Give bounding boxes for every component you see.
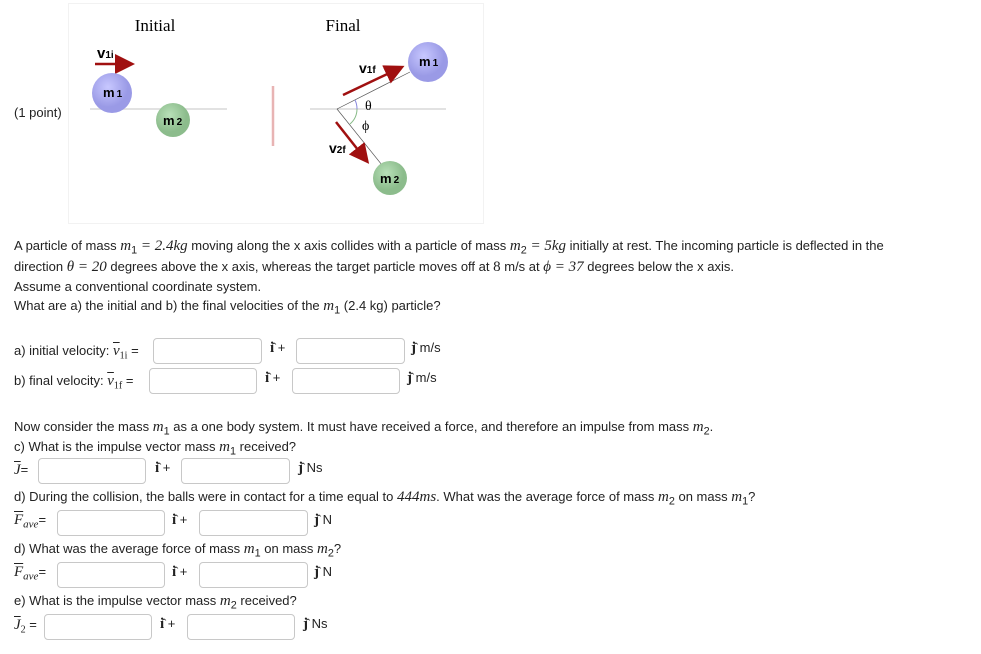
text: What are a) the initial and b) the final velocities of the	[14, 298, 324, 313]
sub: 1	[334, 304, 341, 317]
i-hat: i	[270, 340, 275, 356]
sub: 1	[254, 547, 261, 560]
text: ?	[333, 541, 342, 556]
problem-line-4	[14, 298, 441, 317]
force-on-m1-j-input[interactable]	[199, 510, 308, 536]
m1-symbol: m	[243, 541, 255, 557]
sub: ave	[23, 518, 39, 531]
i-hat: i	[155, 460, 160, 476]
J: $\overline{J}$	[14, 462, 21, 478]
impulse-j2-symbol	[14, 617, 37, 636]
question-c-label	[14, 439, 296, 458]
theta-value: θ = 20	[66, 259, 107, 275]
sub: 2	[520, 244, 527, 257]
F: $\overline{F}$	[14, 512, 24, 528]
m1-symbol: m	[219, 439, 231, 455]
phi-value: ϕ = 37	[543, 259, 584, 275]
text: . What was the average force of mass	[436, 489, 658, 504]
force-ave-symbol-2	[14, 564, 46, 583]
i-hat: i	[172, 512, 177, 528]
j-hat: j	[303, 616, 308, 632]
question-a-label	[14, 343, 139, 362]
text: m/s at	[500, 259, 544, 274]
question-d-label	[14, 489, 755, 508]
impulse-m2-i-input[interactable]	[44, 614, 152, 640]
text: a) initial velocity:	[14, 343, 113, 358]
text: Now consider the mass	[14, 419, 153, 434]
text: on mass	[674, 489, 732, 504]
i-hat: i	[160, 616, 165, 632]
m1-symbol: m	[323, 298, 335, 314]
i-hat: i	[172, 564, 177, 580]
plus: +	[167, 616, 176, 631]
sub: 1	[230, 445, 237, 458]
sub: 2	[230, 599, 237, 612]
m1-value: = 2.4kg	[137, 238, 188, 254]
impulse-m1-i-input[interactable]	[38, 458, 146, 484]
plus: +	[277, 340, 286, 355]
initial-title: Initial	[134, 16, 176, 35]
text: as a one body system. It must have received a force, and therefore an impulse from mass	[169, 419, 693, 434]
sub: ave	[23, 570, 39, 583]
text: initially at rest. The incoming particle is deflected in the	[566, 238, 884, 253]
unit-ms: m/s	[415, 370, 437, 385]
m2-symbol: m	[219, 593, 231, 609]
v1i-label: v1i	[97, 45, 114, 62]
phi-label: ϕ	[362, 119, 370, 134]
problem-line-2	[14, 259, 734, 276]
m2-value: = 5kg	[526, 238, 567, 254]
text: received?	[236, 439, 297, 454]
unit-ns: Ns	[311, 616, 328, 631]
text: e) What is the impulse vector mass	[14, 593, 220, 608]
equals: =	[38, 564, 47, 579]
m1-symbol: m	[120, 238, 132, 254]
text: degrees below the x axis.	[583, 259, 734, 274]
sub: 1i	[119, 350, 128, 362]
problem-line-3: Assume a conventional coordinate system.	[14, 279, 262, 294]
unit-n: N	[322, 512, 333, 527]
phi-arc	[350, 109, 357, 124]
j-hat: j	[411, 340, 416, 356]
text: moving along the x axis collides with a particle of mass	[187, 238, 510, 253]
sub: 1	[163, 425, 170, 438]
question-b-label	[14, 373, 133, 392]
m2-final-label: m 2	[380, 171, 400, 186]
unit-n: N	[322, 564, 333, 579]
theta-arc	[355, 100, 357, 109]
plus: +	[272, 370, 281, 385]
force-on-m2-i-input[interactable]	[57, 562, 165, 588]
text: received?	[236, 593, 297, 608]
problem-line-1	[14, 238, 884, 257]
j-hat: j	[407, 370, 412, 386]
text: b) final velocity:	[14, 373, 108, 388]
equals: =	[125, 373, 134, 388]
force-on-m2-j-input[interactable]	[199, 562, 308, 588]
m2-path	[337, 109, 382, 165]
sub: 2	[20, 624, 26, 636]
m2-symbol: m	[692, 419, 704, 435]
equals: =	[20, 462, 29, 477]
text: direction	[14, 259, 67, 274]
v-vector: $\overline{v}$	[112, 343, 120, 359]
plus: +	[179, 512, 188, 527]
v-vector: $\overline{v}$	[107, 373, 114, 389]
m2-symbol: m	[317, 541, 328, 557]
force-on-m1-i-input[interactable]	[57, 510, 165, 536]
time-value: 444ms	[396, 489, 437, 505]
sub: 2	[668, 495, 675, 508]
unit-ns: Ns	[306, 460, 323, 475]
text: c) What is the impulse vector mass	[14, 439, 220, 454]
j-hat: j	[314, 564, 319, 580]
text: degrees above the x axis, whereas the target particle moves off at	[106, 259, 494, 274]
theta-label: θ	[365, 99, 372, 114]
final-title: Final	[325, 16, 361, 35]
final-velocity-i-input[interactable]	[149, 368, 257, 394]
plus: +	[179, 564, 188, 579]
points-label: (1 point)	[14, 105, 62, 120]
equals: =	[38, 512, 47, 527]
question-d2-label	[14, 541, 341, 560]
final-velocity-j-input[interactable]	[292, 368, 400, 394]
force-ave-symbol	[14, 512, 46, 531]
sub: 2	[703, 425, 710, 438]
impulse-j-symbol	[14, 462, 28, 479]
m1-symbol: m	[731, 489, 743, 505]
initial-velocity-j-input[interactable]	[296, 338, 405, 364]
plus: +	[162, 460, 171, 475]
question-e-label	[14, 593, 297, 612]
impulse-m2-j-input[interactable]	[187, 614, 295, 640]
text: on mass	[260, 541, 318, 556]
text: d) During the collision, the balls were in contact for a time equal to	[14, 489, 397, 504]
i-hat: i	[265, 370, 270, 386]
j-hat: j	[298, 460, 303, 476]
now-consider-text	[14, 419, 713, 438]
v2f-label: v2f	[329, 140, 346, 156]
problem-page: (1 point) Initial Final v1i m 1 m 2 v1f v2f θ ϕ m 1 m 2 A particle of mass $m_1 = 2.4kg$ moving along the x axis collides with a particle of mass $m_2 = 5kg$ initially at rest. The incoming particle is deflected in the direction θ = 20 degrees above the x axis, whereas the target particle moves off at 8 m/s at ϕ = 37 degrees below the x axis. Assume a conventional coordinate system. What are a) the initial and b) the final velocities of the $m_1$ (2.4 kg) particle? a) initial velocity: $\overline{v}_{1i}$ = î + ĵ m/s b) final velocity: $\overline{v}_{1f}$ = î + ĵ m/s Now consider the mass $m_1$ as a one body system. It must have received a force, and therefore an impulse from mass $m_2$. c) What is the impulse vector mass $m_1$ received? $\overline{J}=$ î + ĵ Ns d) During the collision, the balls were in contact for a time equal to 444ms. What was the average force of mass $m_2$ on mass $m_1$? $\overline{F}_{ave}=$ î + ĵ N d) What was the average force of mass $m_1$ on mass $m_2$? $\overline{F}_{ave}=$ î + ĵ N e) What is the impulse vector mass $m_2$ received? $\overline{J}_2$ = î + ĵ Ns	[0, 0, 981, 654]
m2-initial-label: m 2	[163, 113, 183, 128]
equals: =	[29, 617, 37, 632]
sub: 1	[742, 495, 749, 508]
m1-symbol: m	[152, 419, 164, 435]
m1-final-label: m 1	[419, 54, 439, 69]
sub: 1f	[113, 380, 123, 392]
unit-ms: m/s	[419, 340, 441, 355]
speed-value: 8	[493, 259, 501, 275]
m2-symbol: m	[657, 489, 669, 505]
equals: =	[131, 343, 139, 358]
m1-initial-label: m 1	[103, 85, 123, 100]
sub: 2	[327, 547, 334, 560]
j-hat: j	[314, 512, 319, 528]
text: A particle of mass	[14, 238, 121, 253]
F: $\overline{F}$	[14, 564, 24, 580]
text: ?	[748, 489, 756, 504]
m2-symbol: m	[509, 238, 521, 254]
sub: 1	[131, 244, 138, 257]
text: (2.4 kg) particle?	[340, 298, 441, 313]
text: d) What was the average force of mass	[14, 541, 244, 556]
text: .	[709, 419, 714, 434]
collision-diagram	[0, 0, 981, 230]
J: $\overline{J}$	[14, 617, 21, 633]
initial-velocity-i-input[interactable]	[153, 338, 262, 364]
impulse-m1-j-input[interactable]	[181, 458, 290, 484]
v1f-label: v1f	[359, 60, 376, 76]
m1-path	[337, 72, 410, 109]
